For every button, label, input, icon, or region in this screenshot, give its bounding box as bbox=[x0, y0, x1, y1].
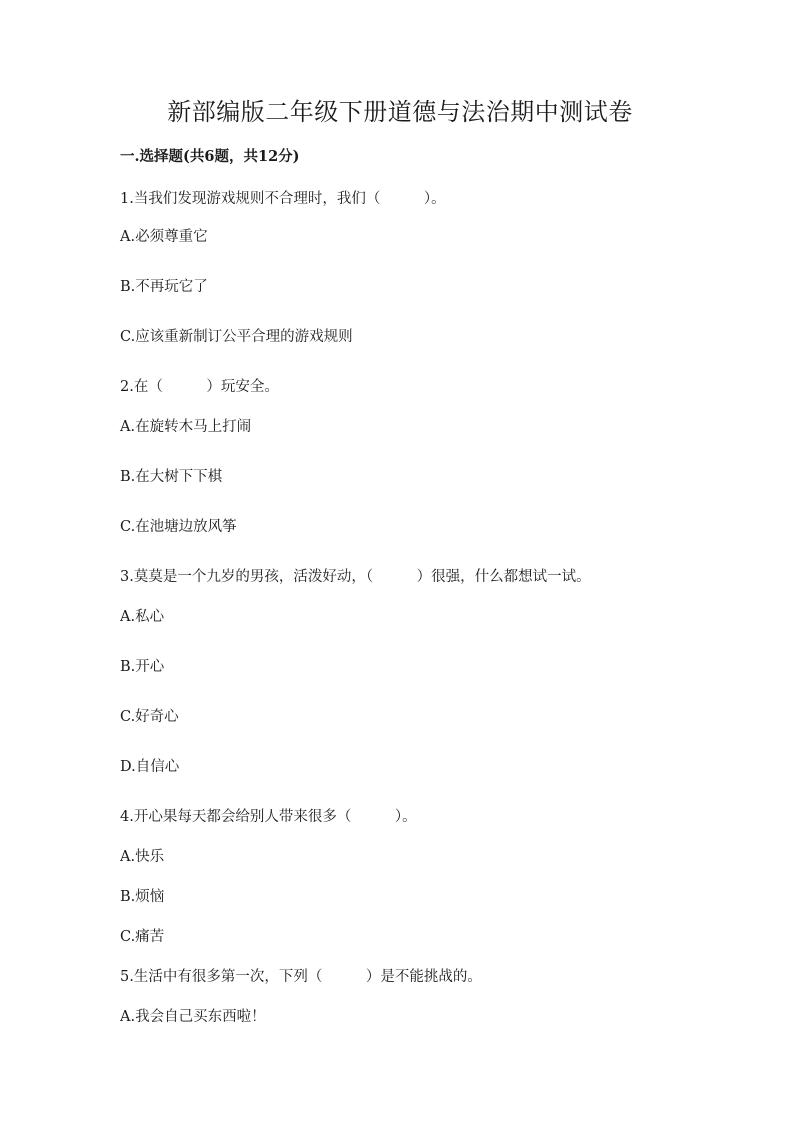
question-2-option-b: B.在大树下下棋 bbox=[120, 469, 223, 485]
question-4: 4.开心果每天都会给别人带来很多（ ）。 bbox=[120, 809, 417, 825]
question-5-option-a: A.我会自己买东西啦！ bbox=[120, 1009, 266, 1025]
question-1-option-b: B.不再玩它了 bbox=[120, 279, 208, 295]
question-2: 2.在（ ）玩安全。 bbox=[120, 379, 279, 395]
question-4-option-b: B.烦恼 bbox=[120, 889, 165, 905]
question-4-option-c: C.痛苦 bbox=[120, 929, 165, 945]
question-2-option-c: C.在池塘边放风筝 bbox=[120, 519, 237, 535]
question-2-option-a: A.在旋转木马上打闹 bbox=[120, 419, 252, 435]
section-heading: 一.选择题(共6题，共12分) bbox=[120, 148, 300, 165]
question-3-option-d: D.自信心 bbox=[120, 759, 180, 775]
question-3-option-b: B.开心 bbox=[120, 659, 165, 675]
question-5: 5.生活中有很多第一次，下列（ ）是不能挑战的。 bbox=[120, 969, 482, 985]
page-title: 新部编版二年级下册道德与法治期中测试卷 bbox=[167, 98, 633, 126]
question-1: 1.当我们发现游戏规则不合理时，我们（ ）。 bbox=[120, 191, 446, 207]
question-3-option-c: C.好奇心 bbox=[120, 709, 179, 725]
question-1-option-a: A.必须尊重它 bbox=[120, 229, 208, 245]
question-4-option-a: A.快乐 bbox=[120, 849, 165, 865]
question-1-option-c: C.应该重新制订公平合理的游戏规则 bbox=[120, 329, 353, 345]
question-3: 3.莫莫是一个九岁的男孩，活泼好动，（ ）很强，什么都想试一试。 bbox=[120, 569, 591, 585]
question-3-option-a: A.私心 bbox=[120, 609, 165, 625]
